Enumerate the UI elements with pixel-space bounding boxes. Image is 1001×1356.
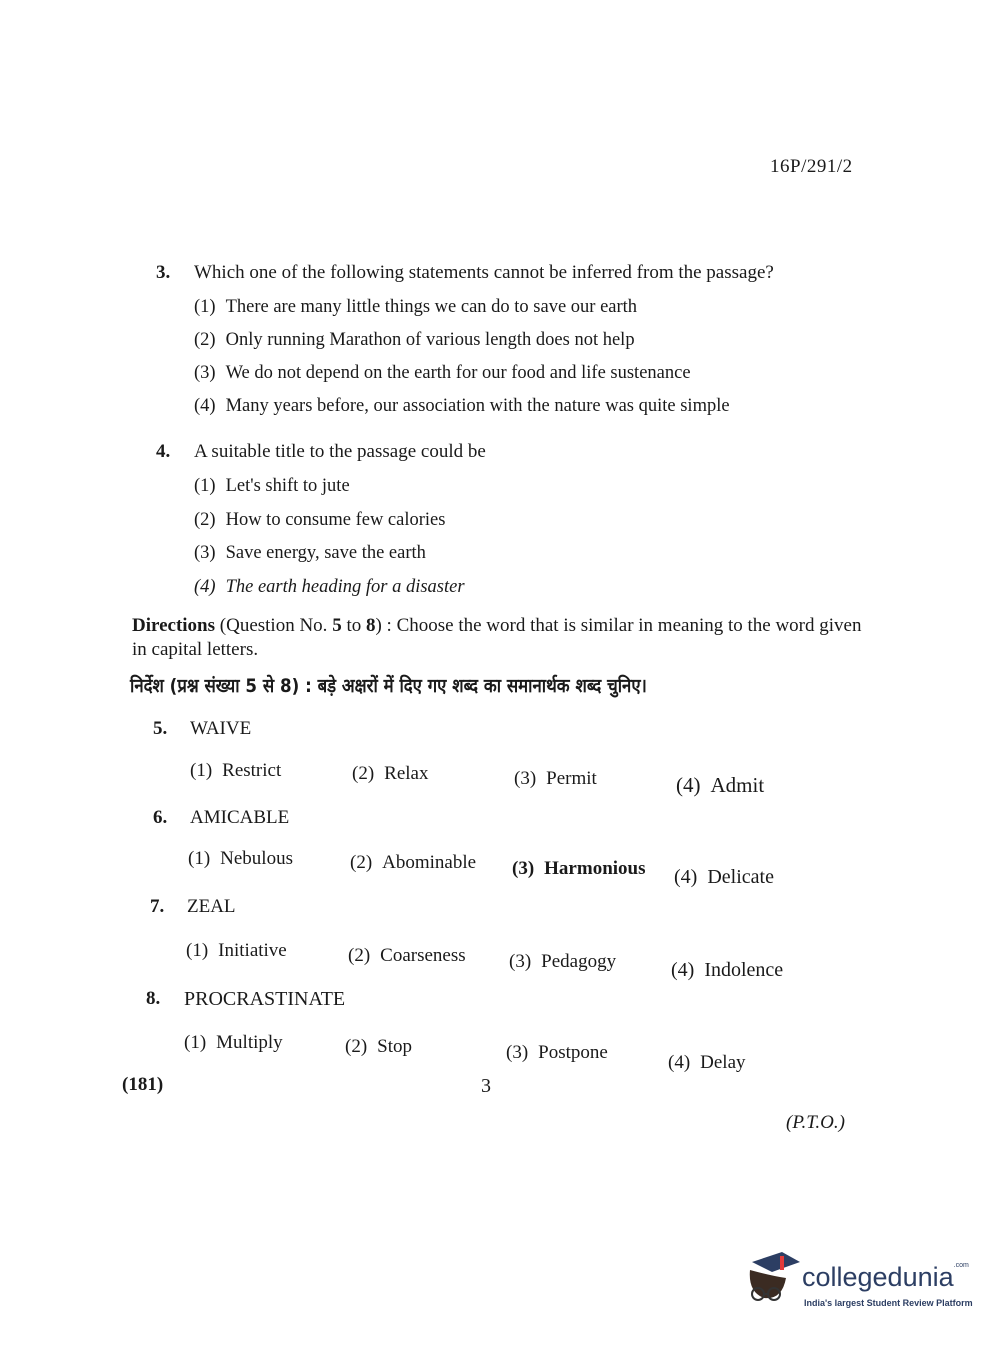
option bbox=[194, 543, 426, 564]
choice-text: Permit bbox=[546, 768, 597, 789]
choice-text: Initiative bbox=[218, 940, 287, 961]
choice-text: Coarseness bbox=[380, 945, 466, 966]
question-number: 7. bbox=[150, 896, 165, 917]
choice-text: Restrict bbox=[222, 760, 282, 781]
choice-number: (3) bbox=[506, 1042, 529, 1063]
directions-from: 5 bbox=[332, 615, 342, 636]
choice-number: (4) bbox=[674, 866, 698, 888]
option-number: (3) bbox=[194, 363, 216, 383]
question-number: 3. bbox=[156, 262, 171, 283]
choice-number: (2) bbox=[348, 945, 371, 966]
capital-word: PROCRASTINATE bbox=[184, 988, 346, 1010]
choice bbox=[186, 940, 287, 962]
choice bbox=[676, 773, 764, 798]
pto-label: (P.T.O.) bbox=[786, 1112, 845, 1133]
choice-number: (1) bbox=[188, 848, 211, 869]
choice-number: (4) bbox=[676, 773, 701, 797]
option-number: (4) bbox=[194, 396, 216, 416]
option-number: (4) bbox=[194, 577, 216, 597]
choice-text: Pedagogy bbox=[541, 951, 617, 972]
option bbox=[194, 297, 637, 318]
page-number: 3 bbox=[481, 1075, 491, 1097]
choice-text: Nebulous bbox=[220, 848, 293, 869]
choice-text: Stop bbox=[377, 1036, 413, 1057]
directions-to-word: to bbox=[341, 615, 366, 636]
option bbox=[194, 396, 730, 417]
option bbox=[194, 476, 350, 497]
choice-number: (4) bbox=[671, 959, 695, 981]
question-number: 5. bbox=[153, 718, 168, 739]
choice bbox=[184, 1032, 283, 1054]
choice bbox=[512, 858, 646, 880]
option-number: (2) bbox=[194, 510, 216, 530]
directions-to: 8 bbox=[365, 615, 376, 636]
choice-text: Harmonious bbox=[544, 858, 646, 879]
option bbox=[194, 510, 445, 531]
choice bbox=[514, 768, 597, 790]
option-number: (1) bbox=[194, 476, 216, 496]
logo-wordmark bbox=[802, 1262, 969, 1293]
choice-number: (1) bbox=[184, 1032, 207, 1053]
option-text: How to consume few calories bbox=[225, 510, 446, 530]
choice-text: Delay bbox=[700, 1052, 746, 1073]
choice bbox=[190, 760, 281, 782]
directions-label: Directions bbox=[132, 615, 216, 636]
capital-word: AMICABLE bbox=[190, 807, 290, 828]
choice-number: (3) bbox=[512, 858, 535, 879]
choice bbox=[671, 959, 783, 982]
directions bbox=[132, 614, 872, 662]
question-number: 8. bbox=[146, 988, 161, 1009]
question-number: 4. bbox=[156, 441, 171, 462]
choice bbox=[506, 1042, 608, 1064]
question-number: 6. bbox=[153, 807, 168, 828]
capital-word: ZEAL bbox=[187, 896, 236, 917]
option-text: Many years before, our association with the nature was quite simple bbox=[225, 396, 730, 416]
option-text: Only running Marathon of various length does not help bbox=[225, 330, 635, 350]
option-text: There are many little things we can do to save our earth bbox=[225, 297, 638, 317]
choice-number: (4) bbox=[668, 1052, 691, 1073]
capital-word: WAIVE bbox=[190, 718, 252, 739]
option bbox=[194, 363, 691, 384]
option-text: We do not depend on the earth for our food and life sustenance bbox=[225, 363, 691, 383]
choice-number: (3) bbox=[509, 951, 532, 972]
paper-code: 16P/291/2 bbox=[770, 156, 853, 177]
option-number: (1) bbox=[194, 297, 216, 317]
choice-text: Multiply bbox=[216, 1032, 283, 1053]
choice bbox=[668, 1052, 746, 1074]
choice-number: (1) bbox=[190, 760, 213, 781]
choice-text: Relax bbox=[384, 763, 429, 784]
choice-number: (2) bbox=[345, 1036, 368, 1057]
choice bbox=[345, 1036, 412, 1058]
collegedunia-logo[interactable] bbox=[742, 1248, 972, 1318]
logo-tagline: India's largest Student Review Platform bbox=[804, 1298, 973, 1308]
option-text: Save energy, save the earth bbox=[225, 543, 426, 563]
option-text: The earth heading for a disaster bbox=[225, 577, 465, 597]
choice-number: (1) bbox=[186, 940, 209, 961]
choice bbox=[509, 951, 616, 973]
choice bbox=[348, 945, 466, 967]
choice-number: (3) bbox=[514, 768, 537, 789]
choice-text: Abominable bbox=[382, 852, 477, 873]
option-number: (2) bbox=[194, 330, 216, 350]
question-text: A suitable title to the passage could be bbox=[194, 441, 486, 462]
choice-text: Admit bbox=[710, 773, 765, 797]
choice bbox=[674, 866, 774, 889]
option bbox=[194, 330, 635, 351]
choice bbox=[188, 848, 293, 870]
choice-number: (2) bbox=[352, 763, 375, 784]
choice-text: Postpone bbox=[538, 1042, 608, 1063]
logo-suffix: .com bbox=[953, 1262, 969, 1269]
choice bbox=[352, 763, 428, 785]
choice-text: Indolence bbox=[704, 959, 784, 981]
booklet-code: (181) bbox=[122, 1074, 164, 1095]
choice bbox=[350, 852, 476, 874]
option bbox=[194, 577, 465, 598]
logo-name: collegedunia bbox=[802, 1262, 954, 1292]
question-text: Which one of the following statements cannot be inferred from the passage? bbox=[194, 262, 774, 283]
mascot-icon bbox=[742, 1248, 802, 1310]
option-number: (3) bbox=[194, 543, 216, 563]
choice-number: (2) bbox=[350, 852, 373, 873]
choice-text: Delicate bbox=[707, 866, 774, 888]
directions-part1: (Question No. bbox=[215, 615, 333, 636]
directions-hindi: निर्देश (प्रश्न संख्या 5 से 8) : बड़े अक्षरों में दिए गए शब्द का समानार्थक शब्द चुनिए। bbox=[130, 675, 647, 697]
option-text: Let's shift to jute bbox=[225, 476, 350, 496]
directions-part2: ) : Choose the word that is similar in meaning to the word given in capital letters. bbox=[132, 615, 862, 660]
